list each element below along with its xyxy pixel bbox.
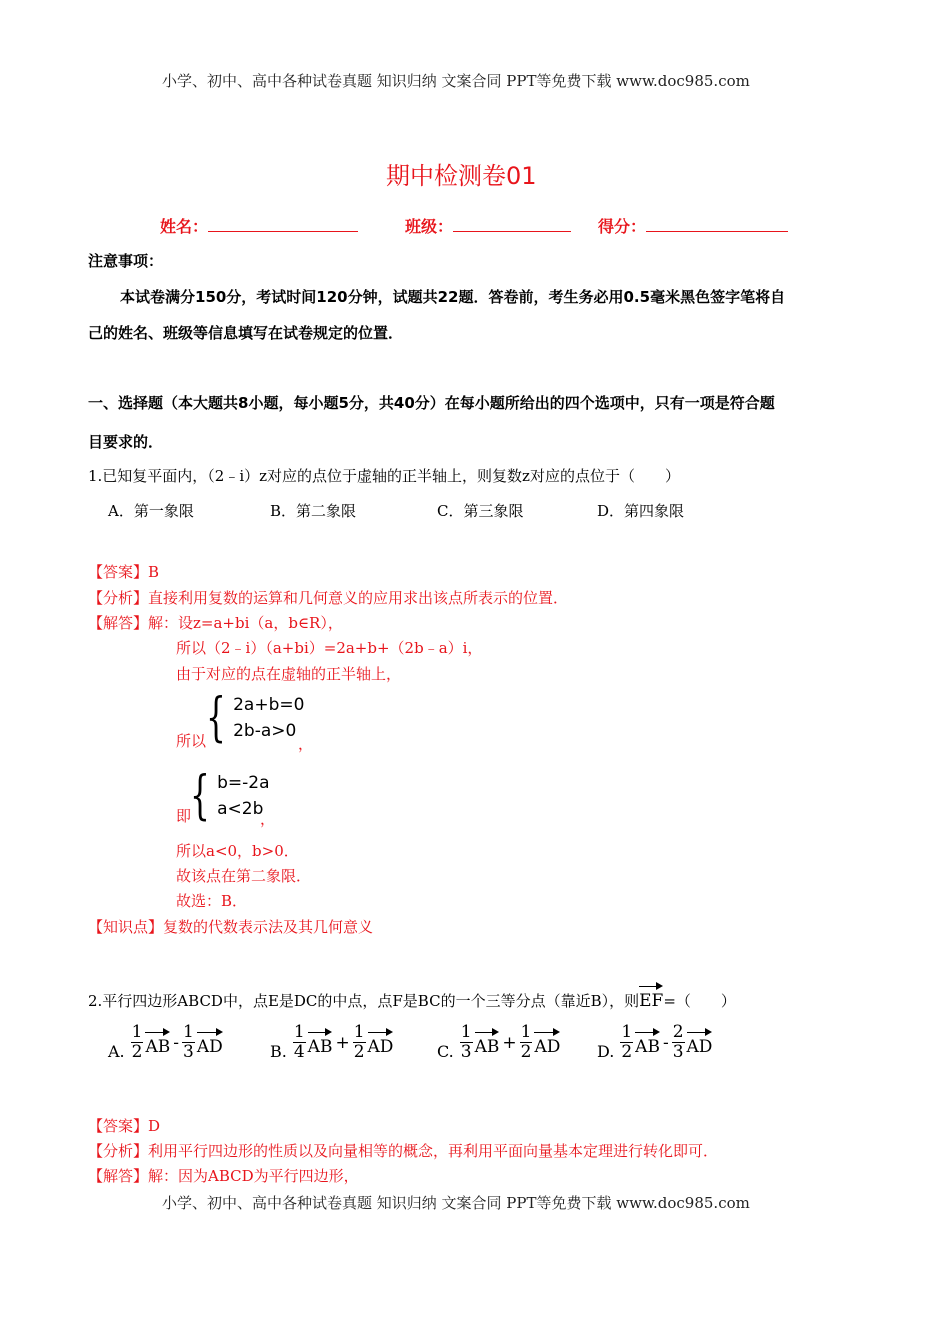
q1-so-label: 所以	[176, 732, 207, 750]
coef2-numerator: 1	[353, 1022, 365, 1042]
q1-solution-line5: 故选：B．	[176, 892, 248, 910]
q1-comma2: ，	[260, 810, 276, 828]
class-field	[405, 214, 571, 237]
option-label: B.	[270, 1042, 287, 1061]
equation-system-2: { b=-2a a<2b	[190, 766, 270, 826]
solution-first: 解：设z=a+bi（a，b∈R），	[148, 614, 343, 632]
answer-value: B	[148, 563, 160, 581]
solution-tag: 【解答】	[88, 1167, 149, 1185]
vector-ad: AD	[687, 1028, 713, 1057]
answer-value: D	[148, 1117, 161, 1135]
vector-ab: AB	[145, 1028, 170, 1057]
section1-line1: 一、选择题（本大题共8小题，每小题5分，共40分）在每小题所给出的四个选项中，只有一项是符合题	[88, 394, 775, 412]
coef1-numerator: 1	[131, 1022, 143, 1042]
page-footer: 小学、初中、高中各种试卷真题 知识归纳 文案合同 PPT等免费下载 www.doc985.com	[162, 1194, 750, 1212]
vector-ad: AD	[197, 1028, 223, 1057]
q1-option-b: B．第二象限	[270, 502, 357, 520]
q1-ji-label: 即	[176, 807, 192, 825]
vector-ad: AD	[534, 1028, 560, 1057]
q2-answer	[88, 1115, 160, 1136]
answer-tag: 【答案】	[88, 563, 149, 581]
analysis-tag: 【分析】	[88, 589, 149, 607]
q2-solution	[88, 1165, 359, 1186]
page-header: 小学、初中、高中各种试卷真题 知识归纳 文案合同 PPT等免费下载 www.doc985.com	[162, 72, 750, 90]
analysis-text: 直接利用复数的运算和几何意义的应用求出该点所表示的位置．	[148, 589, 569, 607]
notice-heading: 注意事项：	[88, 252, 164, 270]
coef1-denominator: 2	[131, 1042, 143, 1062]
vector-ab: AB	[635, 1028, 660, 1057]
answer-tag: 【答案】	[88, 1117, 149, 1135]
q1-option-c: C．第三象限	[437, 502, 524, 520]
q1-stem: 1.已知复平面内，（2﹣i）z对应的点位于虚轴的正半轴上，则复数z对应的点位于（ ）	[88, 467, 680, 485]
coef2-denominator: 2	[520, 1042, 532, 1062]
coef2-denominator: 3	[183, 1042, 194, 1062]
q1-option-a: A．第一象限	[108, 502, 194, 520]
system2-eq1: b=-2a	[217, 773, 270, 793]
q2-stem	[88, 982, 736, 1011]
q1-solution-line3: 所以a<0，b>0．	[176, 842, 299, 860]
kp-text: 复数的代数表示法及其几何意义	[163, 918, 374, 936]
coef1-numerator: 1	[293, 1022, 305, 1042]
q2-option-b	[270, 1024, 393, 1061]
option-label: D.	[597, 1042, 615, 1061]
notice-line2: 己的姓名、班级等信息填写在试卷规定的位置．	[88, 324, 404, 342]
class-label: 班级：	[405, 217, 454, 236]
q2-option-c	[437, 1024, 560, 1061]
coef2-numerator: 1	[183, 1022, 194, 1042]
kp-tag: 【知识点】	[88, 918, 164, 936]
q1-solution-line2: 由于对应的点在虚轴的正半轴上，	[176, 665, 402, 683]
notice-line1: 本试卷满分150分，考试时间120分钟，试题共22题．答卷前，考生务必用0.5毫米黑色签字笔将自	[120, 288, 786, 306]
q1-knowledge-point	[88, 916, 373, 937]
q1-comma1: ，	[298, 735, 314, 753]
score-field	[598, 214, 788, 237]
q2-option-d	[597, 1024, 712, 1061]
solution-first: 解：因为ABCD为平行四边形，	[148, 1167, 359, 1185]
coef1-numerator: 1	[460, 1022, 472, 1042]
q1-solution-line4: 故该点在第二象限．	[176, 867, 312, 885]
operator: -	[173, 1032, 179, 1053]
operator: -	[662, 1032, 669, 1053]
solution-tag: 【解答】	[88, 614, 149, 632]
coef1-denominator: 2	[621, 1042, 633, 1062]
page-title: 期中检测卷01	[386, 162, 537, 190]
vector-ad: AD	[368, 1028, 394, 1057]
name-field	[160, 214, 358, 237]
operator: +	[335, 1032, 350, 1053]
q1-analysis	[88, 587, 568, 608]
vector-ef: EF	[639, 982, 663, 1011]
system1-eq2: 2b-a>0	[233, 721, 297, 741]
coef2-numerator: 2	[672, 1022, 684, 1042]
analysis-tag: 【分析】	[88, 1142, 149, 1160]
analysis-text: 利用平行四边形的性质以及向量相等的概念，再利用平面向量基本定理进行转化即可．	[148, 1142, 719, 1160]
option-label: C.	[437, 1042, 454, 1061]
option-label: A.	[108, 1042, 125, 1061]
q1-solution-line1: 所以（2﹣i）（a+bi）=2a+b+（2b﹣a）i，	[176, 639, 483, 657]
q2-stem-text: 2.平行四边形ABCD中，点E是DC的中点，点F是BC的一个三等分点（靠近B），则	[88, 992, 640, 1010]
q1-option-d: D．第四象限	[597, 502, 685, 520]
q1-answer	[88, 561, 159, 582]
coef2-denominator: 3	[672, 1042, 684, 1062]
coef2-numerator: 1	[520, 1022, 532, 1042]
coef1-numerator: 1	[621, 1022, 633, 1042]
system2-eq2: a<2b	[217, 799, 264, 819]
system1-eq1: 2a+b=0	[233, 695, 305, 715]
q2-option-a	[108, 1024, 223, 1061]
score-label: 得分：	[598, 217, 647, 236]
operator: +	[502, 1032, 517, 1053]
equation-system-1: { 2a+b=0 2b-a>0	[206, 688, 305, 748]
q2-stem-end: =（ ）	[663, 992, 736, 1010]
coef1-denominator: 3	[460, 1042, 472, 1062]
coef2-denominator: 2	[353, 1042, 365, 1062]
vector-ab: AB	[308, 1028, 333, 1057]
q2-analysis	[88, 1140, 718, 1161]
vector-ab: AB	[475, 1028, 500, 1057]
name-label: 姓名：	[160, 217, 209, 236]
coef1-denominator: 4	[293, 1042, 305, 1062]
q1-solution	[88, 612, 343, 633]
section1-line2: 目要求的．	[88, 433, 164, 451]
